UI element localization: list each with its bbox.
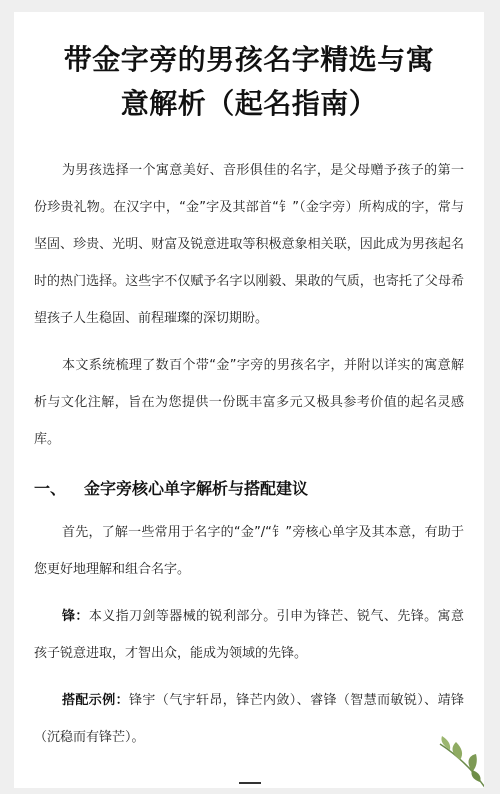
page-title bbox=[14, 38, 484, 126]
article-body bbox=[34, 152, 464, 766]
section-number: 一、 bbox=[34, 479, 67, 498]
section-title: 金字旁核心单字解析与搭配建议 bbox=[84, 479, 309, 498]
example-label: 搭配示例： bbox=[62, 693, 129, 708]
char-text: 本义指刀剑等器械的锐利部分。引申为锋芒、锐气、先锋。寓意孩子锐意进取，才智出众，能成为领域的先锋。 bbox=[34, 609, 464, 661]
intro-paragraph-1: 为男孩选择一个寓意美好、音形俱佳的名字，是父母赠予孩子的第一份珍贵礼物。在汉字中，“金”字及其部首“钅”（金字旁）所构成的字，常与坚固、珍贵、光明、财富及锐意进取等积极意象相关联，因此成为男孩起名时的热门选择。这些字不仅赋予名字以刚毅、果敢的气质，也寄托了父母希望孩子人生稳固、前程璀璨的深切期盼。 bbox=[34, 163, 464, 326]
intro-paragraph-2: 本文系统梳理了数百个带“金”字旁的男孩名字，并附以详实的寓意解析与文化注解，旨在为您提供一份既丰富多元又极具参考价值的起名灵感库。 bbox=[34, 358, 464, 447]
char-label: 锋： bbox=[62, 609, 89, 624]
title-line-1: 带金字旁的男孩名字精选与寓 bbox=[63, 43, 435, 76]
example-text: 锋宇（气宇轩昂，锋芒内敛）、睿锋（智慧而敏锐）、靖锋（沉稳而有锋芒）。 bbox=[34, 693, 464, 745]
section-heading bbox=[34, 474, 464, 504]
section-intro-paragraph: 首先，了解一些常用于名字的“金”/“钅”旁核心单字及其本意，有助于您更好地理解和组合名字。 bbox=[34, 525, 464, 577]
document-page bbox=[14, 12, 484, 788]
example-paragraph bbox=[34, 682, 464, 756]
char-explanation-paragraph bbox=[34, 598, 464, 672]
plant-icon bbox=[420, 722, 484, 788]
page-divider bbox=[239, 782, 261, 784]
title-line-2: 意解析（起名指南） bbox=[120, 87, 378, 120]
